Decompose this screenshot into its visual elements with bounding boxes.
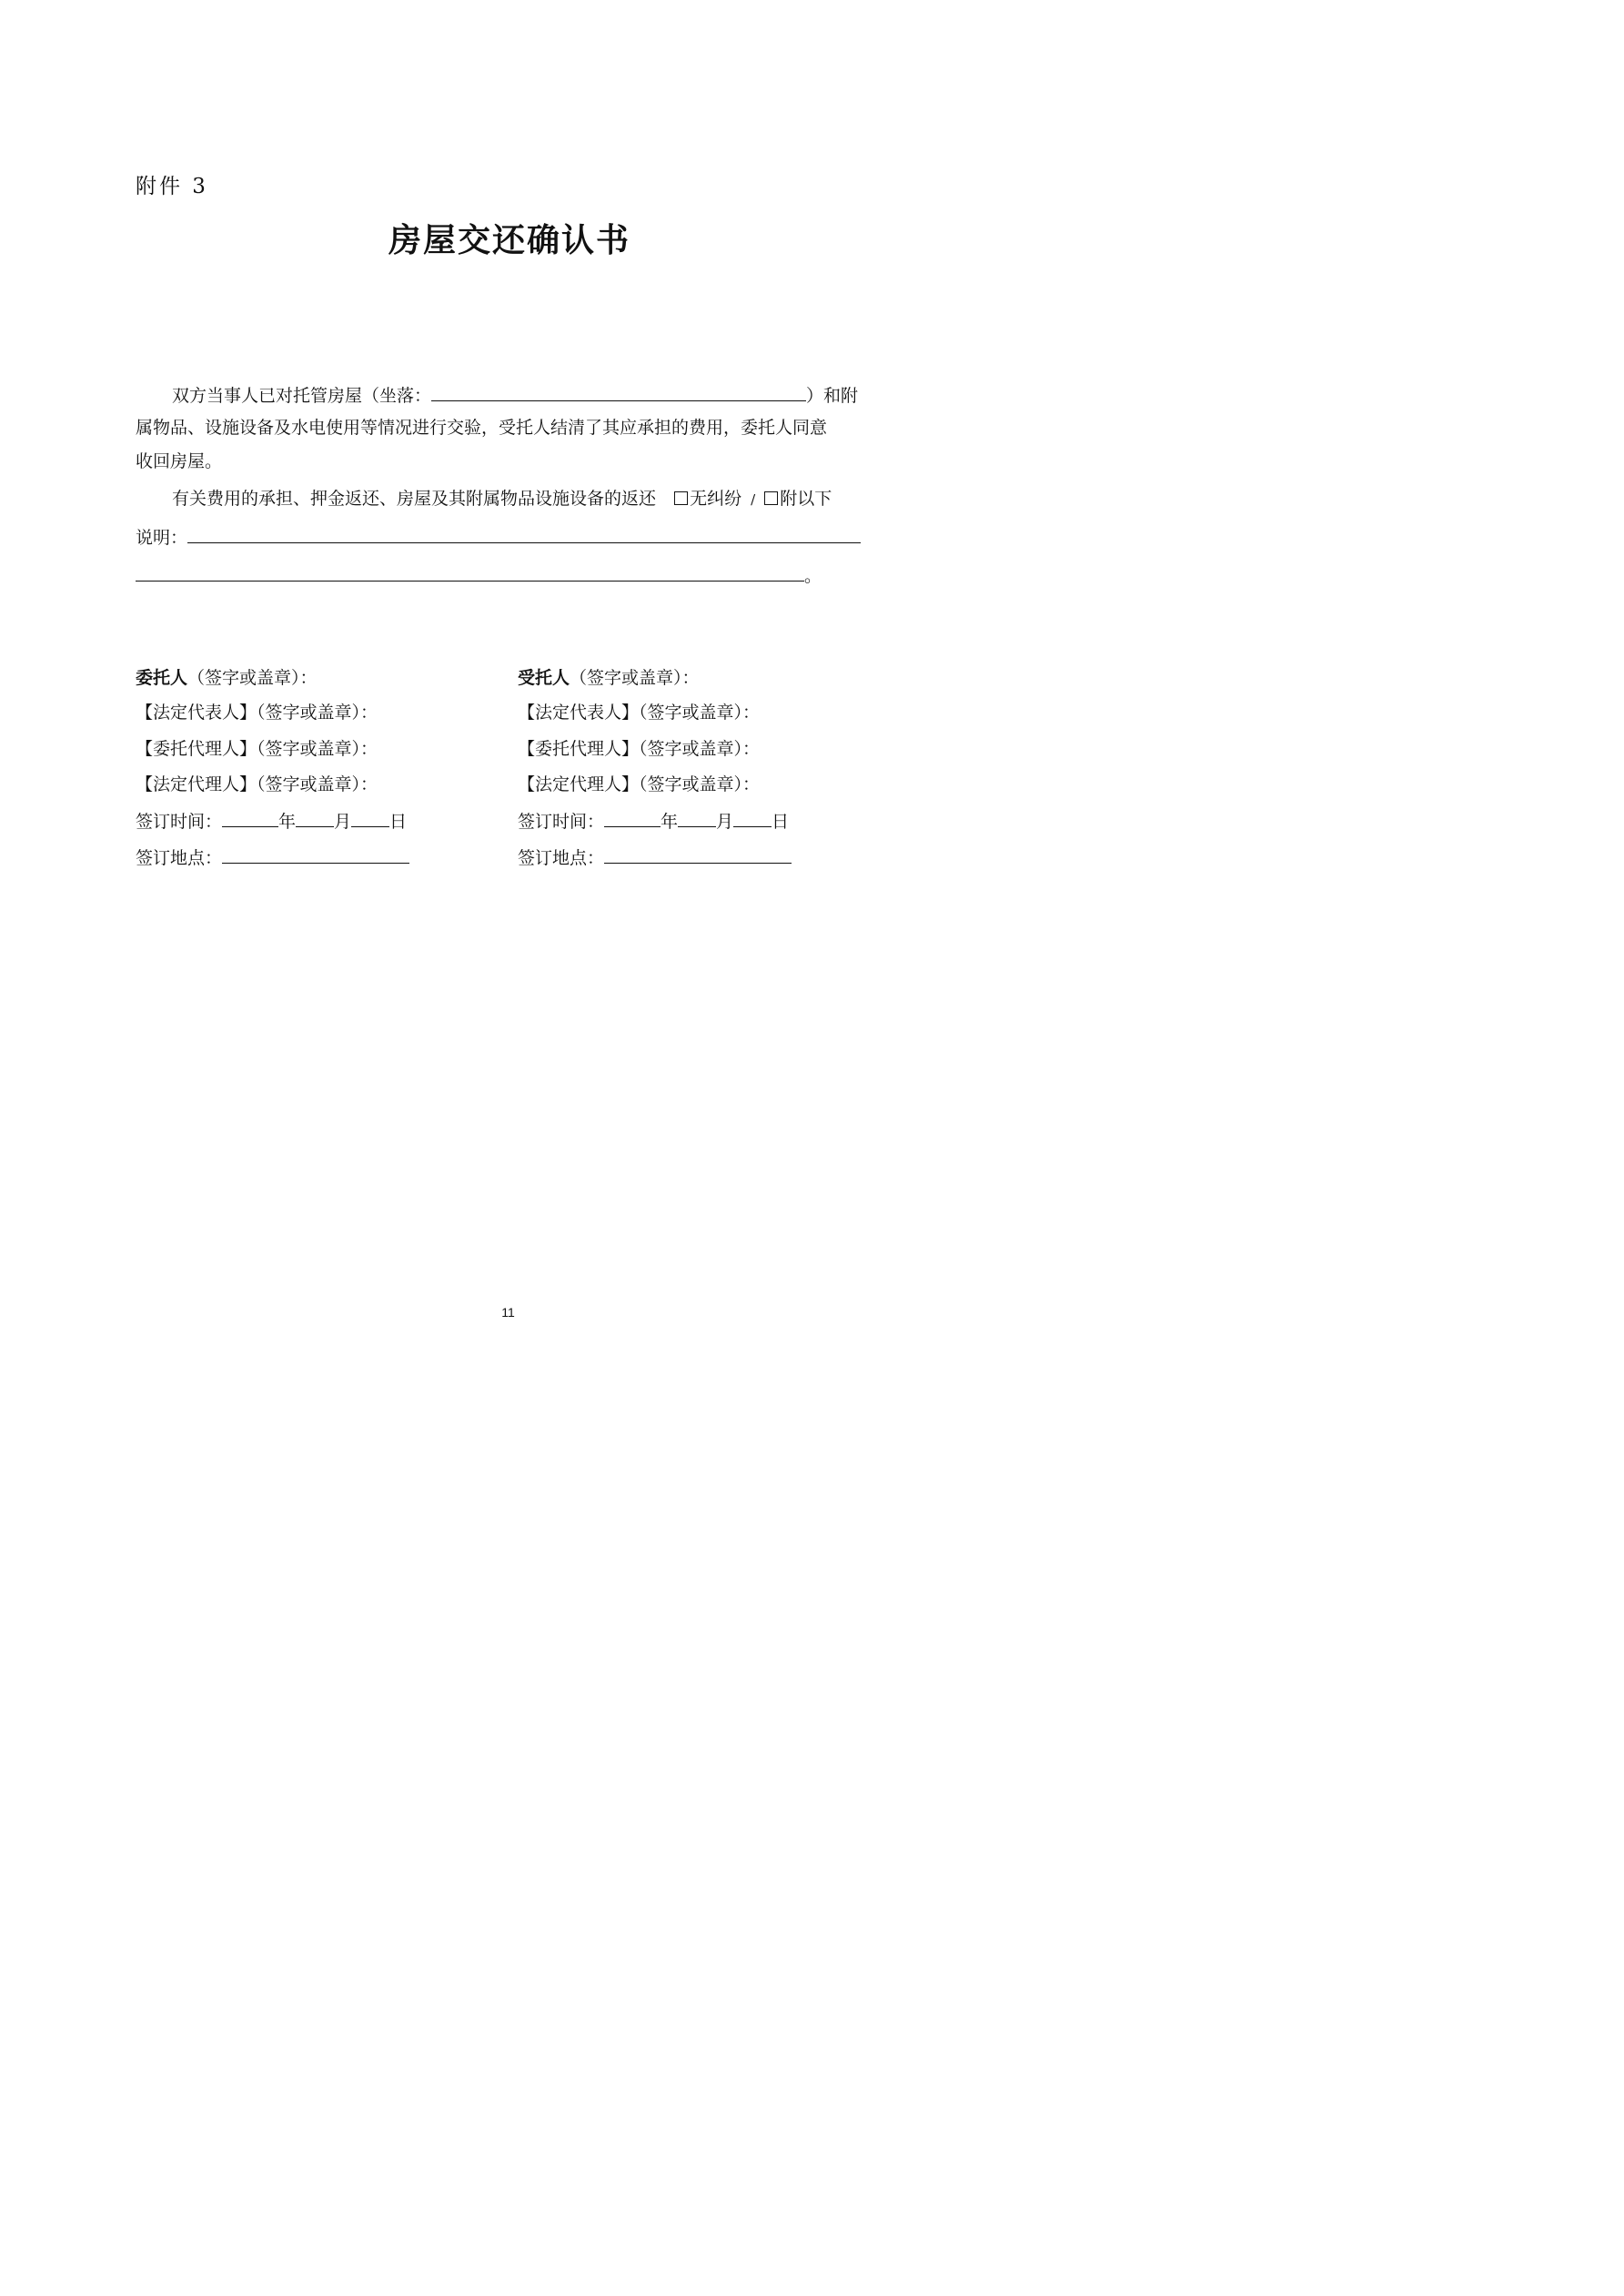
left-day-blank[interactable] xyxy=(351,808,389,827)
right-agent: 【委托代理人】（签字或盖章）： xyxy=(518,739,761,759)
annex-label: 附件 3 xyxy=(136,175,208,198)
checkbox-attached-note[interactable] xyxy=(764,491,778,505)
paragraph-1-line-1 xyxy=(172,382,858,408)
left-year-label: 年 xyxy=(278,812,297,832)
option-no-dispute-label: 无纠纷 xyxy=(690,489,742,509)
right-month-blank[interactable] xyxy=(678,808,716,827)
right-legal-agent: 【法定代理人】（签字或盖章）： xyxy=(518,774,761,794)
paragraph-1-line-3: 收回房屋。 xyxy=(136,451,223,471)
option-attached-note-label: 附以下 xyxy=(780,489,832,509)
left-day-label: 日 xyxy=(389,812,408,832)
right-year-blank[interactable] xyxy=(604,808,661,827)
note-blank-1[interactable] xyxy=(187,524,861,543)
left-date-line xyxy=(136,808,407,834)
p1-lead: 双方当事人已对托管房屋（坐落： xyxy=(172,386,432,406)
p1-tail: ）和附 xyxy=(806,386,859,406)
location-blank[interactable] xyxy=(431,382,806,401)
right-place-blank[interactable] xyxy=(604,845,792,864)
right-party-line xyxy=(518,666,700,690)
p2-note-label: 说明： xyxy=(136,528,188,548)
paragraph-2-line-3 xyxy=(136,562,822,588)
left-agent: 【委托代理人】（签字或盖章）： xyxy=(136,739,378,759)
right-party-suffix: （签字或盖章）： xyxy=(570,668,700,688)
left-place-blank[interactable] xyxy=(222,845,409,864)
checkbox-no-dispute[interactable] xyxy=(674,491,688,505)
right-place-label: 签订地点： xyxy=(518,848,605,868)
p2-end: 。 xyxy=(804,566,822,586)
left-party-suffix: （签字或盖章）： xyxy=(187,668,318,688)
right-place-line xyxy=(518,845,792,870)
paragraph-2-line-2 xyxy=(136,524,861,550)
right-year-label: 年 xyxy=(661,812,679,832)
page-number: 11 xyxy=(501,1305,515,1320)
right-date-label: 签订时间： xyxy=(518,812,605,832)
left-legal-rep: 【法定代表人】（签字或盖章）： xyxy=(136,703,378,723)
right-day-label: 日 xyxy=(772,812,790,832)
left-legal-agent: 【法定代理人】（签字或盖章）： xyxy=(136,774,378,794)
option-separator: / xyxy=(751,491,756,508)
paragraph-2-line-1 xyxy=(172,487,832,511)
left-year-blank[interactable] xyxy=(222,808,278,827)
left-month-label: 月 xyxy=(334,812,352,832)
left-date-label: 签订时间： xyxy=(136,812,223,832)
left-place-line xyxy=(136,845,409,870)
left-month-blank[interactable] xyxy=(296,808,334,827)
note-blank-2[interactable] xyxy=(136,562,804,582)
right-month-label: 月 xyxy=(716,812,734,832)
page-title: 房屋交还确认书 xyxy=(388,221,630,259)
right-day-blank[interactable] xyxy=(733,808,772,827)
right-party-name: 受托人 xyxy=(518,668,570,688)
left-party-name: 委托人 xyxy=(136,668,188,688)
left-party-line xyxy=(136,666,318,690)
right-legal-rep: 【法定代表人】（签字或盖章）： xyxy=(518,703,761,723)
p2-lead: 有关费用的承担、押金返还、房屋及其附属物品设施设备的返还 xyxy=(172,489,657,509)
right-date-line xyxy=(518,808,789,834)
paragraph-1-line-2: 属物品、设施设备及水电使用等情况进行交验，受托人结清了其应承担的费用，委托人同意 xyxy=(136,418,828,438)
left-place-label: 签订地点： xyxy=(136,848,223,868)
